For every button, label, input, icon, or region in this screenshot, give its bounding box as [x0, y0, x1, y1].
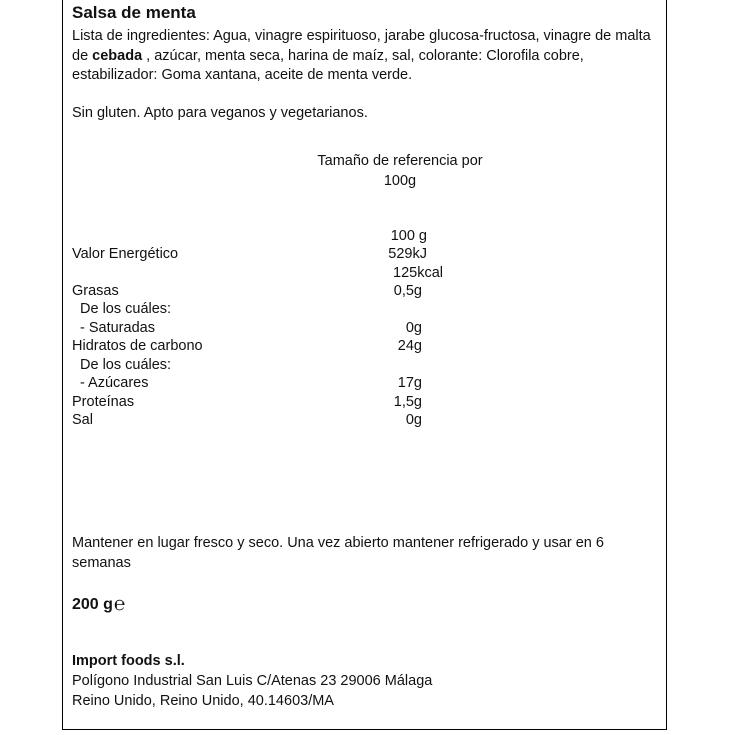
company-name: Import foods s.l.	[72, 653, 185, 669]
nutrient-value: 0,5g	[393, 283, 422, 299]
nutrient-label: De los cuáles:	[80, 301, 172, 317]
nutrient-label: De los cuáles:	[80, 357, 172, 373]
company-address: Polígono Industrial San Luis C/Atenas 23 29006 Málaga	[72, 673, 433, 689]
nutrient-label: - Azúcares	[80, 375, 149, 391]
energy-kj: 529kJ	[388, 246, 427, 262]
dietary-statement: Sin gluten. Apto para veganos y vegetarianos.	[72, 105, 368, 121]
product-title: Salsa de menta	[72, 3, 196, 22]
allergen-cebada: cebada	[92, 47, 143, 64]
nutrient-label: Sal	[72, 412, 93, 428]
nutrient-value: 24g	[397, 338, 422, 354]
ingredients-text-start: Lista de ingredientes: Agua, vinagre espirituoso, jarabe glucosa-fructosa, vinagre de malta de	[72, 28, 651, 64]
company-country-line: Reino Unido, Reino Unido, 40.14603/MA	[72, 693, 334, 709]
nutrient-label: Grasas	[72, 283, 119, 299]
ingredients-list	[72, 27, 662, 86]
nutrient-value: 17g	[397, 375, 422, 391]
reference-header-line2: 100g	[383, 173, 417, 189]
energy-kcal: 125kcal	[393, 265, 443, 281]
reference-header-line1: Tamaño de referencia por	[317, 153, 483, 169]
nutrient-value: 1,5g	[393, 394, 422, 410]
nutrient-value: 0g	[405, 320, 422, 336]
nutrient-value: 0g	[405, 412, 422, 428]
energy-label: Valor Energético	[72, 246, 179, 262]
net-weight	[72, 594, 125, 616]
nutrient-label: - Saturadas	[80, 320, 155, 336]
storage-instructions: Mantener en lugar fresco y seco. Una vez abierto mantener refrigerado y usar en 6 semanas	[72, 535, 604, 571]
estimated-sign-icon: ℮	[113, 594, 126, 615]
net-weight-value: 200 g	[72, 596, 113, 613]
ingredients-text-end: , azúcar, menta seca, harina de maíz, sal, colorante: Clorofila cobre, estabilizador: Goma xantana, aceite de menta verde.	[72, 47, 584, 83]
nutrient-label: Proteínas	[72, 394, 135, 410]
nutrient-label: Hidratos de carbono	[72, 338, 203, 354]
column-header-100g: 100 g	[390, 228, 427, 244]
